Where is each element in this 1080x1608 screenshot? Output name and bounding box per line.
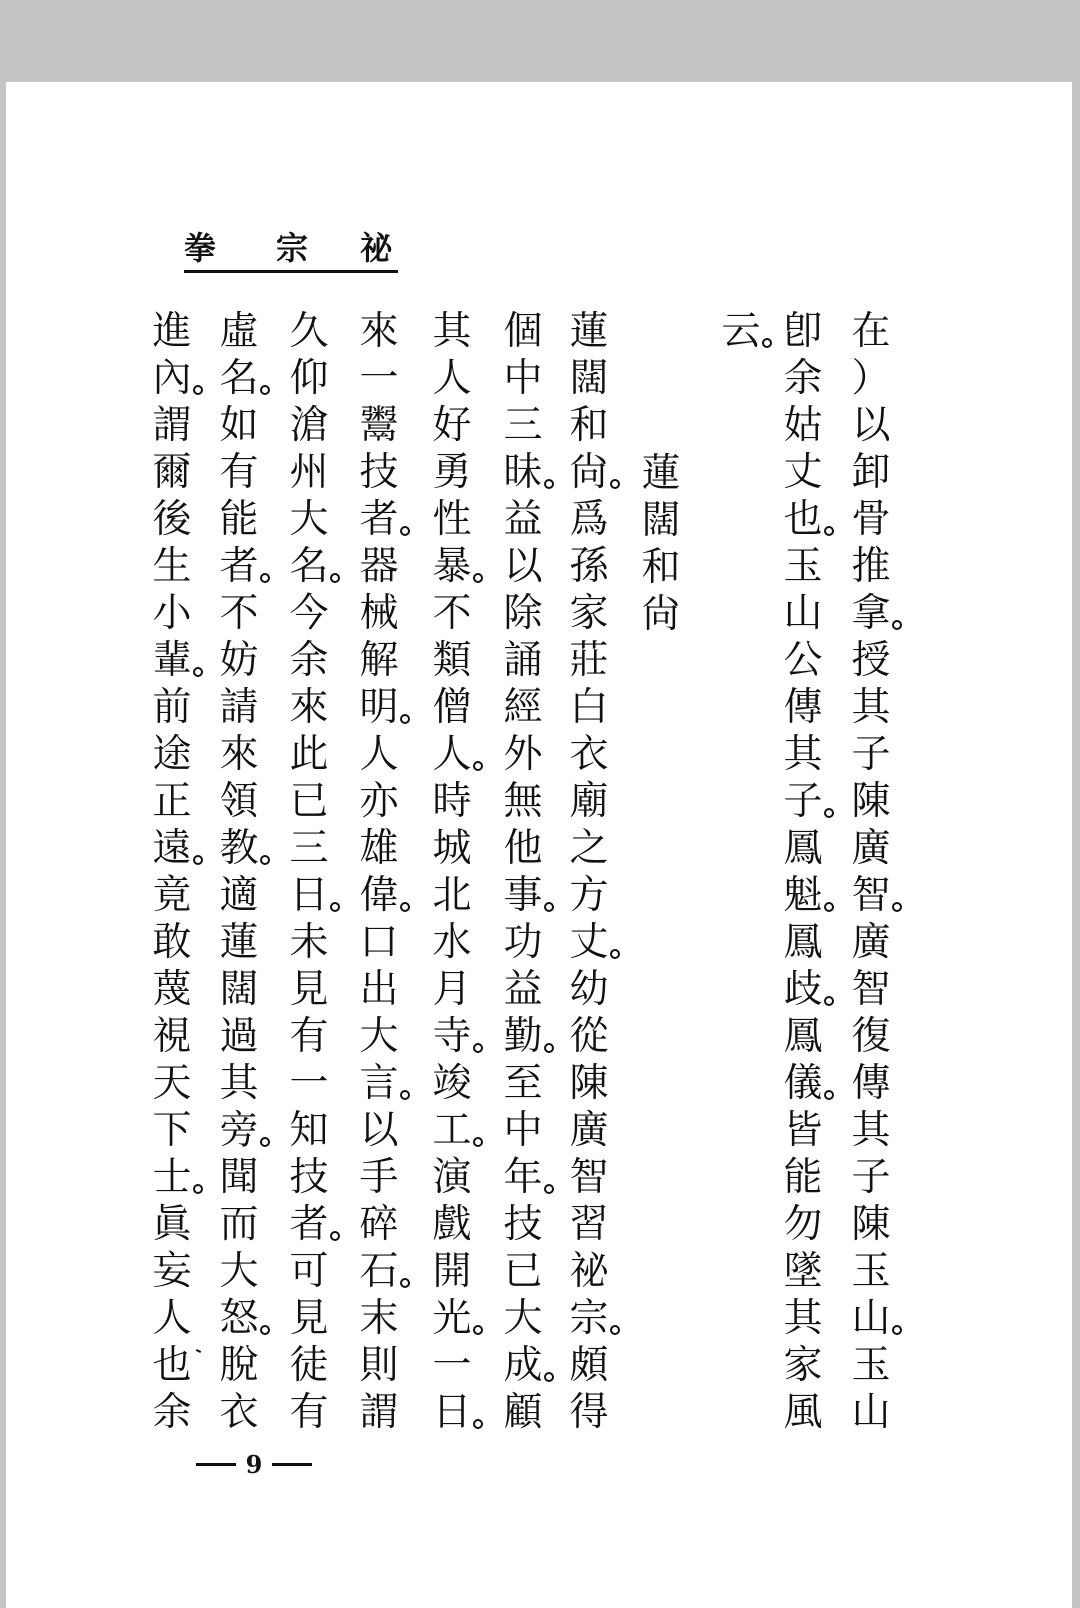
glyph: 一: [359, 356, 399, 401]
glyph: 者: [286, 1201, 332, 1248]
glyph: 祕: [569, 1249, 609, 1294]
glyph: 蔑: [152, 967, 192, 1012]
glyph: 好: [432, 403, 472, 448]
glyph: 年: [500, 1154, 546, 1201]
glyph: 遠: [149, 825, 195, 872]
glyph: 僧: [432, 685, 472, 730]
text-column: [429, 308, 475, 1436]
glyph: 三: [289, 826, 329, 871]
glyph: 山: [783, 591, 823, 636]
glyph: 下: [152, 1108, 192, 1153]
glyph: 日: [286, 872, 332, 919]
glyph: 今: [289, 591, 329, 636]
glyph: 月: [432, 967, 472, 1012]
glyph: 廣: [569, 1108, 609, 1153]
glyph: 和: [641, 545, 681, 590]
glyph: 技: [359, 450, 399, 495]
glyph: 益: [503, 967, 543, 1012]
glyph: 以: [851, 403, 891, 448]
glyph: 大: [289, 497, 329, 542]
glyph: 亦: [359, 779, 399, 824]
glyph: 日: [429, 1389, 475, 1436]
section-subtitle: [638, 450, 684, 638]
glyph: 勿: [783, 1202, 823, 1247]
glyph: 則: [359, 1343, 399, 1388]
glyph: 謂: [152, 403, 192, 448]
glyph: 械: [359, 591, 399, 636]
glyph: 妨: [219, 638, 259, 683]
glyph: 個: [503, 309, 543, 354]
running-header: [184, 230, 398, 273]
glyph: 聞: [219, 1155, 259, 1200]
glyph: 久: [289, 309, 329, 354]
glyph: 者: [356, 496, 402, 543]
glyph: 陳: [851, 779, 891, 824]
glyph: 類: [432, 638, 472, 683]
glyph: 玉: [783, 544, 823, 589]
glyph: 不: [432, 591, 472, 636]
glyph: 鳳: [783, 1014, 823, 1059]
glyph: 余: [783, 356, 823, 401]
glyph: 中: [503, 1108, 543, 1153]
glyph: 勇: [432, 450, 472, 495]
glyph: 衣: [569, 732, 609, 777]
glyph: 陳: [851, 1202, 891, 1247]
glyph: 水: [432, 920, 472, 965]
glyph: 言: [356, 1060, 402, 1107]
glyph: 請: [219, 685, 259, 730]
glyph: 儀: [780, 1060, 826, 1107]
glyph: 成: [500, 1342, 546, 1389]
text-column: [286, 308, 332, 1436]
glyph: 輩: [149, 637, 195, 684]
glyph: 他: [503, 826, 543, 871]
glyph: 至: [503, 1061, 543, 1106]
header-char: 拳: [184, 229, 217, 267]
glyph: 以: [359, 1108, 399, 1153]
glyph: 北: [432, 873, 472, 918]
glyph: 智: [848, 872, 894, 919]
glyph: 能: [219, 497, 259, 542]
glyph: 孫: [569, 544, 609, 589]
glyph: 來: [359, 309, 399, 354]
glyph: 魁: [780, 872, 826, 919]
glyph: 進: [152, 309, 192, 354]
glyph: 戲: [432, 1202, 472, 1247]
glyph: 其: [851, 1108, 891, 1153]
glyph: 拿: [848, 590, 894, 637]
glyph: 鳳: [783, 826, 823, 871]
glyph: 人: [429, 731, 475, 778]
glyph: 敢: [152, 920, 192, 965]
glyph: 頗: [569, 1343, 609, 1388]
glyph: 前: [152, 685, 192, 730]
glyph: 鳳: [783, 920, 823, 965]
glyph: 廣: [851, 826, 891, 871]
glyph: 寺: [429, 1013, 475, 1060]
glyph: 三: [503, 403, 543, 448]
text-column: [718, 308, 764, 355]
glyph: 旁: [216, 1107, 262, 1154]
glyph: 謂: [359, 1390, 399, 1435]
glyph: 歧: [780, 966, 826, 1013]
glyph: 解: [359, 638, 399, 683]
glyph: 余: [152, 1390, 192, 1435]
glyph: 陳: [569, 1061, 609, 1106]
glyph: 演: [432, 1155, 472, 1200]
glyph: 有: [289, 1390, 329, 1435]
glyph: 仰: [289, 356, 329, 401]
glyph: 推: [851, 544, 891, 589]
glyph: 其: [783, 1296, 823, 1341]
glyph: 知: [289, 1108, 329, 1153]
glyph: 墜: [783, 1249, 823, 1294]
glyph: 脫: [219, 1343, 259, 1388]
glyph: 傳: [851, 1061, 891, 1106]
glyph: 竟: [152, 873, 192, 918]
glyph: 大: [219, 1249, 259, 1294]
glyph: 外: [503, 732, 543, 777]
glyph: 其: [783, 732, 823, 777]
glyph: 可: [289, 1249, 329, 1294]
glyph: 碎: [359, 1202, 399, 1247]
glyph: 名: [216, 355, 262, 402]
glyph: 石: [356, 1248, 402, 1295]
glyph: 妄: [152, 1249, 192, 1294]
header-char: 宗: [276, 229, 309, 267]
glyph: 丈: [783, 450, 823, 495]
glyph: 也: [780, 496, 826, 543]
glyph: 也: [149, 1342, 195, 1389]
glyph: 爲: [569, 497, 609, 542]
glyph: 白: [569, 685, 609, 730]
footer-dash: [272, 1463, 312, 1466]
glyph: 來: [289, 685, 329, 730]
glyph: 其: [432, 309, 472, 354]
glyph: 虛: [219, 309, 259, 354]
glyph: 玉: [851, 1343, 891, 1388]
glyph: 尙: [566, 449, 612, 496]
glyph: 技: [503, 1202, 543, 1247]
glyph: 智: [569, 1155, 609, 1200]
glyph: 能: [783, 1155, 823, 1200]
glyph: 其: [219, 1061, 259, 1106]
glyph: 子: [780, 778, 826, 825]
glyph: 勤: [500, 1013, 546, 1060]
glyph: 家: [783, 1343, 823, 1388]
glyph: 如: [219, 403, 259, 448]
glyph: 家: [569, 591, 609, 636]
glyph: 者: [216, 543, 262, 590]
glyph: 見: [289, 1296, 329, 1341]
text-column: [356, 308, 402, 1436]
glyph: 中: [503, 356, 543, 401]
glyph: 竣: [432, 1061, 472, 1106]
glyph: 暴: [429, 543, 475, 590]
glyph: 得: [569, 1390, 609, 1435]
glyph: 以: [503, 544, 543, 589]
glyph: 天: [152, 1061, 192, 1106]
glyph: 名: [286, 543, 332, 590]
glyph: 山: [851, 1390, 891, 1435]
glyph: 來: [219, 732, 259, 777]
text-column: [780, 308, 826, 1436]
text-column: [500, 308, 546, 1436]
glyph: 在: [851, 309, 891, 354]
glyph: 此: [289, 732, 329, 777]
glyph: 經: [503, 685, 543, 730]
glyph: 子: [851, 732, 891, 777]
glyph: 風: [783, 1390, 823, 1435]
glyph: 傳: [783, 685, 823, 730]
glyph: 復: [851, 1014, 891, 1059]
glyph: 不: [219, 591, 259, 636]
glyph: 適: [219, 873, 259, 918]
glyph: 公: [783, 638, 823, 683]
text-column: [149, 308, 195, 1436]
glyph: 末: [359, 1296, 399, 1341]
glyph: 莊: [569, 638, 609, 683]
book-page: [6, 82, 1072, 1608]
glyph: 廣: [851, 920, 891, 965]
glyph: 山: [848, 1295, 894, 1342]
glyph: 無: [503, 779, 543, 824]
glyph: 領: [219, 779, 259, 824]
glyph: 卽: [783, 309, 823, 354]
glyph: 蓮: [641, 451, 681, 496]
glyph: 昧: [500, 449, 546, 496]
glyph: 人: [359, 732, 399, 777]
glyph: 器: [359, 544, 399, 589]
glyph: 有: [289, 1014, 329, 1059]
glyph: 宗: [566, 1295, 612, 1342]
glyph: 大: [359, 1014, 399, 1059]
text-column: [848, 308, 894, 1436]
glyph: 已: [503, 1249, 543, 1294]
glyph: 幼: [569, 967, 609, 1012]
page-number: 9: [245, 1449, 263, 1479]
glyph: 余: [289, 638, 329, 683]
glyph: 姑: [783, 403, 823, 448]
glyph: 生: [152, 544, 192, 589]
page-footer: [184, 1444, 324, 1484]
glyph: 授: [851, 638, 891, 683]
glyph: 之: [569, 826, 609, 871]
glyph: 一: [432, 1343, 472, 1388]
glyph: 雄: [359, 826, 399, 871]
glyph: 州: [289, 450, 329, 495]
glyph: 一: [289, 1061, 329, 1106]
glyph: 口: [359, 920, 399, 965]
glyph: 習: [569, 1202, 609, 1247]
glyph: 闊: [641, 498, 681, 543]
glyph: 徒: [289, 1343, 329, 1388]
glyph: 後: [152, 497, 192, 542]
glyph: 已: [289, 779, 329, 824]
glyph: 性: [432, 497, 472, 542]
glyph: 蓮: [569, 309, 609, 354]
glyph: 云: [718, 308, 764, 355]
glyph: 和: [569, 403, 609, 448]
glyph: 事: [500, 872, 546, 919]
glyph: 皆: [783, 1108, 823, 1153]
glyph: 大: [503, 1296, 543, 1341]
glyph: 工: [429, 1107, 475, 1154]
glyph: 手: [359, 1155, 399, 1200]
glyph: 廟: [569, 779, 609, 824]
glyph: 其: [851, 685, 891, 730]
glyph: 技: [289, 1155, 329, 1200]
glyph: 卸: [851, 450, 891, 495]
footer-dash: [196, 1463, 236, 1466]
glyph: 而: [219, 1202, 259, 1247]
glyph: 見: [289, 967, 329, 1012]
glyph: 除: [503, 591, 543, 636]
glyph: 未: [289, 920, 329, 965]
glyph: 骨: [851, 497, 891, 542]
glyph: 從: [569, 1014, 609, 1059]
glyph: 怒: [216, 1295, 262, 1342]
glyph: 士: [149, 1154, 195, 1201]
glyph: 正: [152, 779, 192, 824]
glyph: 有: [219, 450, 259, 495]
glyph: 智: [851, 967, 891, 1012]
glyph: 視: [152, 1014, 192, 1059]
glyph: 玉: [851, 1249, 891, 1294]
text-column: [216, 308, 262, 1436]
glyph: 益: [503, 497, 543, 542]
glyph: 過: [219, 1014, 259, 1059]
glyph: 滄: [289, 403, 329, 448]
glyph: 尙: [641, 592, 681, 637]
glyph: 光: [429, 1295, 475, 1342]
glyph: 教: [216, 825, 262, 872]
header-char: 祕: [360, 229, 393, 267]
glyph: 內: [149, 355, 195, 402]
glyph: 方: [569, 873, 609, 918]
glyph: 子: [851, 1155, 891, 1200]
glyph: 時: [432, 779, 472, 824]
glyph: 蓮: [219, 920, 259, 965]
glyph: 人: [152, 1296, 192, 1341]
text-column: [566, 308, 612, 1436]
glyph: 顧: [503, 1390, 543, 1435]
glyph: 闊: [569, 356, 609, 401]
glyph: ）: [851, 356, 891, 401]
glyph: 闊: [219, 967, 259, 1012]
glyph: 小: [152, 591, 192, 636]
glyph: 人: [432, 356, 472, 401]
glyph: 丈: [566, 919, 612, 966]
glyph: 爾: [152, 450, 192, 495]
glyph: 眞: [152, 1202, 192, 1247]
glyph: 城: [432, 826, 472, 871]
glyph: 鬻: [359, 403, 399, 448]
glyph: 誦: [503, 638, 543, 683]
glyph: 明: [356, 684, 402, 731]
glyph: 途: [152, 732, 192, 777]
glyph: 功: [503, 920, 543, 965]
glyph: 出: [359, 967, 399, 1012]
glyph: 偉: [356, 872, 402, 919]
glyph: 衣: [219, 1390, 259, 1435]
glyph: 開: [432, 1249, 472, 1294]
